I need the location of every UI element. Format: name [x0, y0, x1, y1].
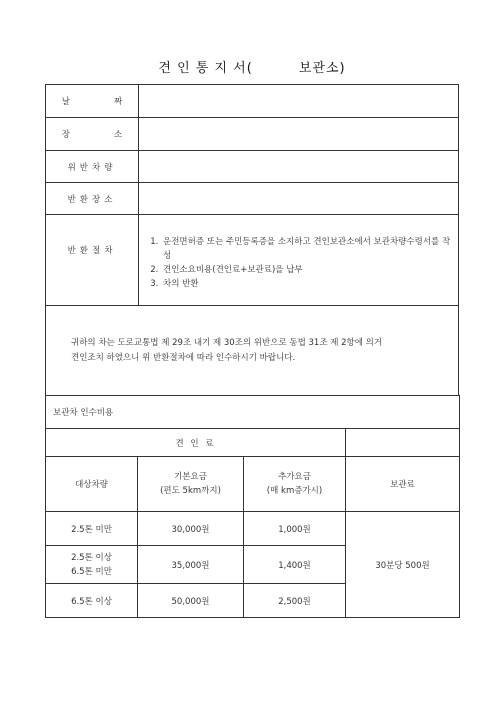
notice-line-2: 견인조치 하였으니 위 반환절차에 따라 인수하시기 바랍니다.	[71, 352, 296, 363]
header-base-fee	[138, 457, 244, 512]
procedure-steps-cell	[139, 215, 459, 306]
fee-section-label: 보관차 인수비용	[46, 396, 460, 429]
header-base-line1: 기본요금	[174, 472, 207, 482]
procedure-step-1: 1. 운전면허증 또는 주민등록증을 소지하고 견인보관소에서 보관차량수령서를 작성	[161, 235, 452, 263]
fee-row-2-vehicle-line1: 2.5톤 이상	[71, 552, 112, 563]
place-label	[46, 118, 139, 151]
fee-header-row	[46, 457, 460, 512]
title-text-part1: 견 인 통 지 서(	[158, 61, 253, 76]
notice-line-1: 귀하의 차는 도로교통법 제 29조 내기 제 30조의 위반으로 동법 31조 제 2항에 의거	[71, 337, 383, 348]
storage-fee-value: 30분당 500원	[346, 512, 460, 618]
towing-fee-empty	[346, 429, 460, 457]
fee-row-1-vehicle: 2.5톤 미만	[46, 512, 138, 546]
place-row	[46, 118, 459, 151]
fee-row	[46, 512, 460, 546]
return-place-label: 반환장소	[46, 183, 139, 215]
date-row	[46, 85, 459, 118]
fee-row-1-extra: 1,000원	[244, 512, 346, 546]
procedure-steps-list	[139, 235, 458, 291]
fee-row-3-base: 50,000원	[138, 584, 244, 618]
header-extra-fee	[244, 457, 346, 512]
place-label-char2: 소	[114, 130, 123, 140]
vehicle-value	[139, 151, 459, 183]
fee-row-2-vehicle-line2: 6.5톤 미만	[71, 566, 112, 577]
towing-fee-row	[46, 429, 460, 457]
date-label-char1: 날	[61, 97, 70, 107]
date-value	[139, 85, 459, 118]
document-title	[0, 57, 504, 76]
towing-fee-label: 견 인 료	[46, 429, 346, 457]
fee-row-2-base: 35,000원	[138, 546, 244, 584]
procedure-label: 반환절차	[46, 215, 139, 306]
info-table	[45, 84, 459, 396]
header-storage-fee: 보관료	[346, 457, 460, 512]
header-extra-line2: (매 km증가시)	[266, 486, 323, 496]
place-label-char1: 장	[61, 130, 70, 140]
notice-cell	[46, 306, 459, 396]
notice-row	[46, 306, 459, 396]
procedure-step-2: 2. 견인소요비용(견인료+보관료)을 납부	[161, 263, 452, 277]
procedure-row	[46, 215, 459, 306]
place-value	[139, 118, 459, 151]
fee-table	[45, 395, 460, 618]
fee-row-3-extra: 2,500원	[244, 584, 346, 618]
date-label-char2: 짜	[114, 97, 123, 107]
title-text-part2: 보관소)	[298, 61, 346, 76]
fee-row-2-extra: 1,400원	[244, 546, 346, 584]
vehicle-row	[46, 151, 459, 183]
procedure-step-3: 3. 차의 반환	[161, 277, 452, 291]
fee-row-3-vehicle: 6.5톤 이상	[46, 584, 138, 618]
header-base-line2: (편도 5km까지)	[160, 486, 221, 496]
return-place-value	[139, 183, 459, 215]
vehicle-label: 위반차량	[46, 151, 139, 183]
date-label	[46, 85, 139, 118]
fee-row-1-base: 30,000원	[138, 512, 244, 546]
fee-row-2-vehicle	[46, 546, 138, 584]
fee-section-row	[46, 396, 460, 429]
header-extra-line1: 추가요금	[278, 472, 311, 482]
return-place-row	[46, 183, 459, 215]
header-vehicle: 대상차량	[46, 457, 138, 512]
